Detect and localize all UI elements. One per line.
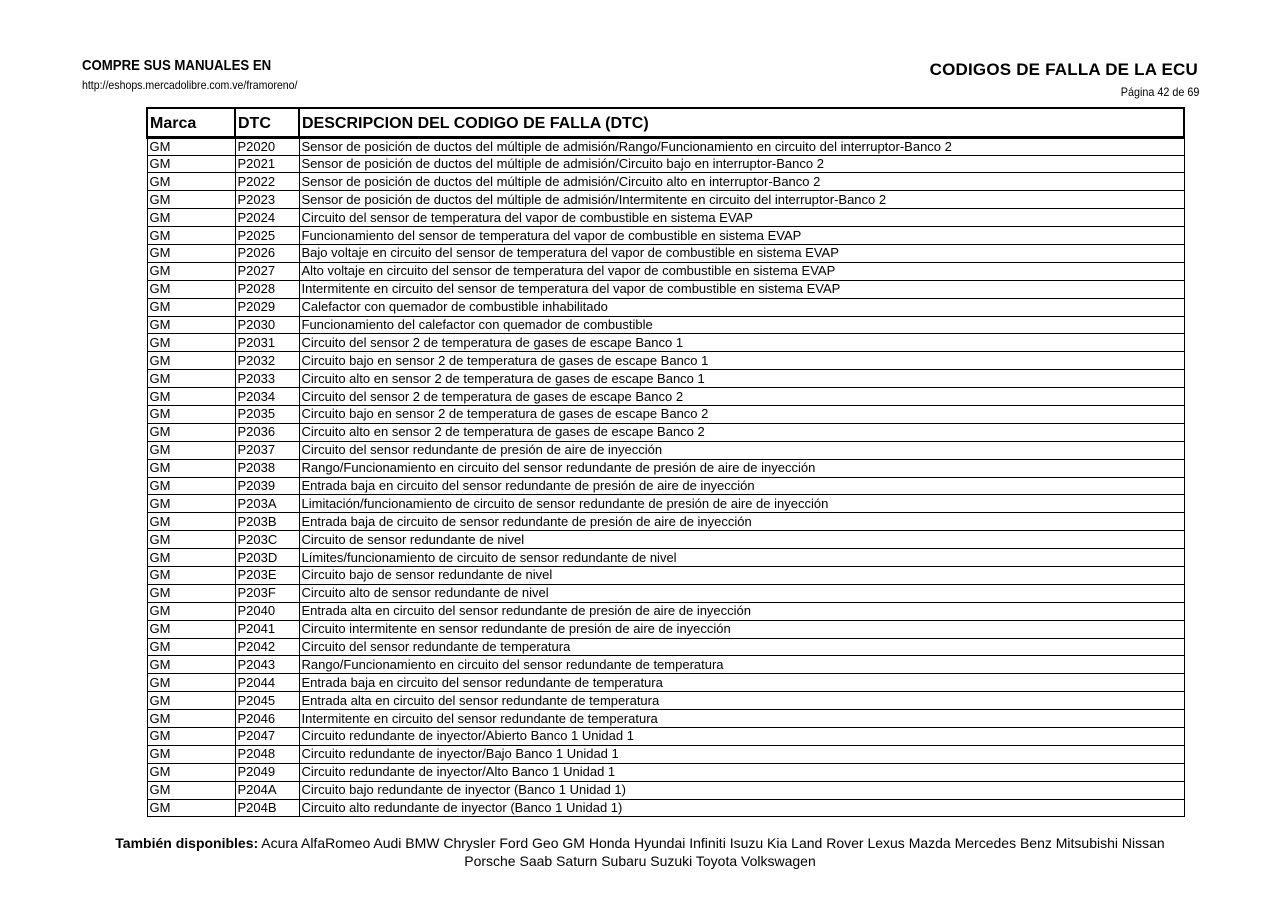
cell-dtc: P203C: [235, 531, 299, 549]
cell-dtc: P2034: [235, 388, 299, 406]
cell-dtc: P203F: [235, 584, 299, 602]
cell-descripcion: Entrada alta en circuito del sensor redundante de temperatura: [299, 692, 1184, 710]
table-row: [147, 477, 1184, 495]
cell-descripcion: Funcionamiento del calefactor con quemador de combustible: [299, 316, 1184, 334]
footer-label: También disponibles:: [115, 835, 259, 851]
table-row: [147, 638, 1184, 656]
cell-descripcion: Intermitente en circuito del sensor redundante de temperatura: [299, 710, 1184, 728]
cell-descripcion: Circuito alto en sensor 2 de temperatura de gases de escape Banco 2: [299, 423, 1184, 441]
cell-marca: GM: [147, 209, 235, 227]
table-row: [147, 441, 1184, 459]
table-row: [147, 244, 1184, 262]
table-row: [147, 280, 1184, 298]
cell-marca: GM: [147, 513, 235, 531]
page-number: Página 42 de 69: [1120, 85, 1199, 99]
cell-descripcion: Circuito redundante de inyector/Alto Banco 1 Unidad 1: [299, 763, 1184, 781]
cell-marca: GM: [147, 656, 235, 674]
cell-descripcion: Bajo voltaje en circuito del sensor de temperatura del vapor de combustible en sistema EVAP: [299, 244, 1184, 262]
cell-dtc: P2029: [235, 298, 299, 316]
cell-marca: GM: [147, 244, 235, 262]
cell-descripcion: Calefactor con quemador de combustible inhabilitado: [299, 298, 1184, 316]
table-row: [147, 763, 1184, 781]
cell-descripcion: Circuito bajo de sensor redundante de nivel: [299, 566, 1184, 584]
cell-marca: GM: [147, 620, 235, 638]
cell-marca: GM: [147, 227, 235, 245]
cell-marca: GM: [147, 155, 235, 173]
table-row: [147, 227, 1184, 245]
cell-dtc: P2027: [235, 262, 299, 280]
table-row: [147, 495, 1184, 513]
table-row: [147, 298, 1184, 316]
cell-marca: GM: [147, 531, 235, 549]
cell-marca: GM: [147, 710, 235, 728]
cell-marca: GM: [147, 477, 235, 495]
cell-descripcion: Rango/Funcionamiento en circuito del sensor redundante de presión de aire de inyección: [299, 459, 1184, 477]
column-header-descripcion: DESCRIPCION DEL CODIGO DE FALLA (DTC): [299, 108, 1184, 137]
cell-descripcion: Circuito del sensor de temperatura del vapor de combustible en sistema EVAP: [299, 209, 1184, 227]
cell-descripcion: Sensor de posición de ductos del múltiple de admisión/Circuito bajo en interruptor-Banco 2: [299, 155, 1184, 173]
table-row: [147, 656, 1184, 674]
cell-dtc: P2045: [235, 692, 299, 710]
cell-dtc: P2021: [235, 155, 299, 173]
cell-dtc: P2043: [235, 656, 299, 674]
cell-dtc: P2028: [235, 280, 299, 298]
table-row: [147, 209, 1184, 227]
table-row: [147, 459, 1184, 477]
table-row: [147, 137, 1184, 155]
cell-dtc: P203B: [235, 513, 299, 531]
table-row: [147, 423, 1184, 441]
cell-marca: GM: [147, 638, 235, 656]
cell-marca: GM: [147, 441, 235, 459]
cell-dtc: P2039: [235, 477, 299, 495]
table-row: [147, 262, 1184, 280]
table-row: [147, 352, 1184, 370]
cell-descripcion: Entrada alta en circuito del sensor redundante de presión de aire de inyección: [299, 602, 1184, 620]
cell-descripcion: Entrada baja en circuito del sensor redundante de temperatura: [299, 674, 1184, 692]
cell-marca: GM: [147, 745, 235, 763]
cell-dtc: P2022: [235, 173, 299, 191]
cell-marca: GM: [147, 298, 235, 316]
cell-marca: GM: [147, 316, 235, 334]
table-row: [147, 799, 1184, 817]
table-header-row: [147, 108, 1184, 137]
cell-descripcion: Circuito de sensor redundante de nivel: [299, 531, 1184, 549]
cell-descripcion: Intermitente en circuito del sensor de temperatura del vapor de combustible en sistema EVAP: [299, 280, 1184, 298]
footer: [92, 834, 1188, 870]
table-row: [147, 674, 1184, 692]
column-header-marca: Marca: [147, 108, 235, 137]
cell-descripcion: Limitación/funcionamiento de circuito de sensor redundante de presión de aire de inyección: [299, 495, 1184, 513]
cell-dtc: P2035: [235, 405, 299, 423]
cell-dtc: P2024: [235, 209, 299, 227]
cell-dtc: P204B: [235, 799, 299, 817]
cell-marca: GM: [147, 191, 235, 209]
cell-descripcion: Circuito del sensor redundante de presión de aire de inyección: [299, 441, 1184, 459]
cell-dtc: P203E: [235, 566, 299, 584]
cell-marca: GM: [147, 602, 235, 620]
cell-dtc: P203D: [235, 549, 299, 567]
cell-descripcion: Rango/Funcionamiento en circuito del sensor redundante de temperatura: [299, 656, 1184, 674]
cell-dtc: P2044: [235, 674, 299, 692]
table-row: [147, 728, 1184, 746]
cell-descripcion: Circuito intermitente en sensor redundante de presión de aire de inyección: [299, 620, 1184, 638]
table-row: [147, 584, 1184, 602]
cell-marca: GM: [147, 280, 235, 298]
cell-marca: GM: [147, 566, 235, 584]
table-row: [147, 334, 1184, 352]
document-title: CODIGOS DE FALLA DE LA ECU: [929, 60, 1198, 79]
cell-dtc: P2031: [235, 334, 299, 352]
table-row: [147, 405, 1184, 423]
cell-descripcion: Circuito redundante de inyector/Abierto Banco 1 Unidad 1: [299, 728, 1184, 746]
cell-dtc: P2041: [235, 620, 299, 638]
cell-marca: GM: [147, 728, 235, 746]
cell-dtc: P2038: [235, 459, 299, 477]
cell-descripcion: Entrada baja de circuito de sensor redundante de presión de aire de inyección: [299, 513, 1184, 531]
table-row: [147, 602, 1184, 620]
table-row: [147, 566, 1184, 584]
cell-dtc: P204A: [235, 781, 299, 799]
table-row: [147, 173, 1184, 191]
cell-marca: GM: [147, 781, 235, 799]
footer-line-1: [92, 834, 1188, 852]
cell-descripcion: Circuito bajo en sensor 2 de temperatura de gases de escape Banco 1: [299, 352, 1184, 370]
cell-dtc: P2033: [235, 370, 299, 388]
cell-descripcion: Circuito del sensor 2 de temperatura de gases de escape Banco 1: [299, 334, 1184, 352]
table-body: [147, 137, 1184, 817]
cell-marca: GM: [147, 352, 235, 370]
table-row: [147, 781, 1184, 799]
cell-descripcion: Límites/funcionamiento de circuito de sensor redundante de nivel: [299, 549, 1184, 567]
table-row: [147, 692, 1184, 710]
cell-dtc: P2046: [235, 710, 299, 728]
header-store-url: http://eshops.mercadolibre.com.ve/framoreno/: [82, 78, 298, 92]
table-row: [147, 191, 1184, 209]
cell-dtc: P2026: [235, 244, 299, 262]
table-row: [147, 388, 1184, 406]
cell-marca: GM: [147, 495, 235, 513]
cell-descripcion: Sensor de posición de ductos del múltiple de admisión/Rango/Funcionamiento en circuito del interruptor-Banco 2: [299, 137, 1184, 155]
cell-marca: GM: [147, 405, 235, 423]
cell-descripcion: Sensor de posición de ductos del múltiple de admisión/Circuito alto en interruptor-Banco 2: [299, 173, 1184, 191]
cell-marca: GM: [147, 459, 235, 477]
cell-dtc: P2025: [235, 227, 299, 245]
cell-descripcion: Circuito bajo redundante de inyector (Banco 1 Unidad 1): [299, 781, 1184, 799]
cell-descripcion: Circuito bajo en sensor 2 de temperatura de gases de escape Banco 2: [299, 405, 1184, 423]
header-left-title: COMPRE SUS MANUALES EN: [82, 57, 272, 74]
cell-marca: GM: [147, 799, 235, 817]
cell-descripcion: Funcionamiento del sensor de temperatura del vapor de combustible en sistema EVAP: [299, 227, 1184, 245]
footer-brands-line-2: Porsche Saab Saturn Subaru Suzuki Toyota Volkswagen: [464, 853, 816, 869]
cell-dtc: P2036: [235, 423, 299, 441]
table-row: [147, 620, 1184, 638]
cell-dtc: P2049: [235, 763, 299, 781]
cell-dtc: P2030: [235, 316, 299, 334]
cell-marca: GM: [147, 674, 235, 692]
cell-marca: GM: [147, 262, 235, 280]
cell-marca: GM: [147, 763, 235, 781]
cell-dtc: P2032: [235, 352, 299, 370]
cell-descripcion: Circuito del sensor 2 de temperatura de gases de escape Banco 2: [299, 388, 1184, 406]
cell-marca: GM: [147, 370, 235, 388]
cell-descripcion: Circuito redundante de inyector/Bajo Banco 1 Unidad 1: [299, 745, 1184, 763]
cell-descripcion: Circuito alto de sensor redundante de nivel: [299, 584, 1184, 602]
table-row: [147, 370, 1184, 388]
cell-dtc: P2048: [235, 745, 299, 763]
cell-dtc: P2040: [235, 602, 299, 620]
cell-dtc: P203A: [235, 495, 299, 513]
cell-dtc: P2047: [235, 728, 299, 746]
table-row: [147, 155, 1184, 173]
table-row: [147, 513, 1184, 531]
cell-marca: GM: [147, 334, 235, 352]
cell-descripcion: Circuito alto redundante de inyector (Banco 1 Unidad 1): [299, 799, 1184, 817]
cell-dtc: P2023: [235, 191, 299, 209]
column-header-dtc: DTC: [235, 108, 299, 137]
cell-dtc: P2020: [235, 137, 299, 155]
cell-dtc: P2037: [235, 441, 299, 459]
cell-marca: GM: [147, 423, 235, 441]
table-row: [147, 531, 1184, 549]
cell-marca: GM: [147, 584, 235, 602]
cell-marca: GM: [147, 692, 235, 710]
cell-descripcion: Entrada baja en circuito del sensor redundante de presión de aire de inyección: [299, 477, 1184, 495]
table-row: [147, 710, 1184, 728]
footer-brands-line-1: Acura AlfaRomeo Audi BMW Chrysler Ford Geo GM Honda Hyundai Infiniti Isuzu Kia Land Rover Lexus Mazda Mercedes Benz Mitsubishi Nissan: [258, 835, 1165, 851]
cell-descripcion: Circuito alto en sensor 2 de temperatura de gases de escape Banco 1: [299, 370, 1184, 388]
table-row: [147, 549, 1184, 567]
cell-marca: GM: [147, 388, 235, 406]
table-row: [147, 316, 1184, 334]
cell-descripcion: Circuito del sensor redundante de temperatura: [299, 638, 1184, 656]
cell-marca: GM: [147, 137, 235, 155]
dtc-table: [146, 107, 1185, 817]
cell-descripcion: Alto voltaje en circuito del sensor de temperatura del vapor de combustible en sistema EVAP: [299, 262, 1184, 280]
cell-dtc: P2042: [235, 638, 299, 656]
cell-marca: GM: [147, 549, 235, 567]
cell-marca: GM: [147, 173, 235, 191]
table-row: [147, 745, 1184, 763]
cell-descripcion: Sensor de posición de ductos del múltiple de admisión/Intermitente en circuito del interruptor-Banco 2: [299, 191, 1184, 209]
